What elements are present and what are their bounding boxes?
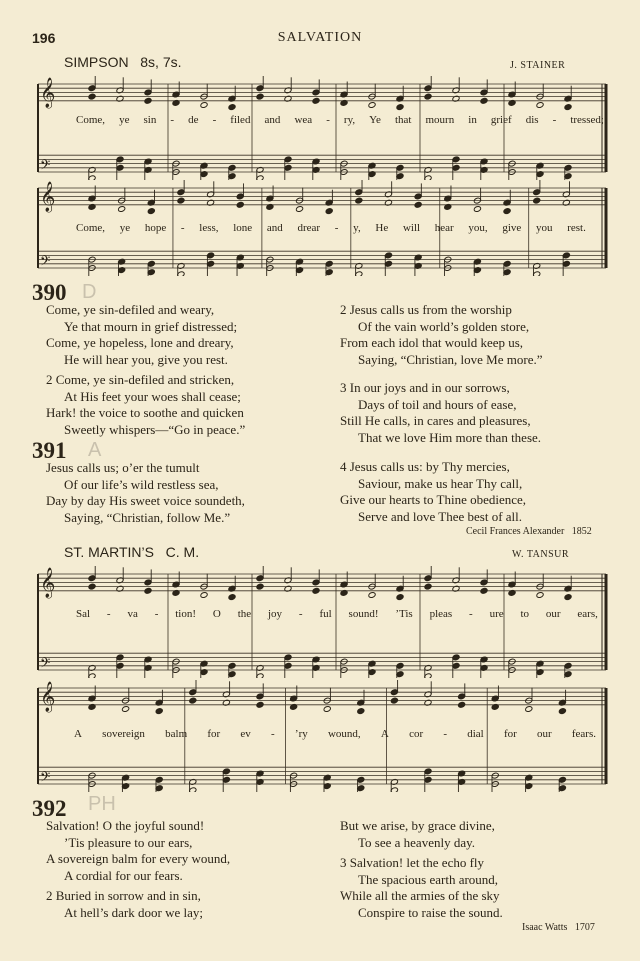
note-head (473, 206, 481, 213)
verse-line: ’Tis pleasure to our ears, (64, 834, 193, 850)
underlay-syllable: y, (353, 222, 361, 234)
underlay-syllable: Ye (369, 114, 381, 126)
note-head (256, 701, 264, 708)
verse-line: 2 Come, ye sin-defiled and stricken, (46, 372, 235, 387)
underlay-syllable: ye (119, 114, 130, 126)
underlay-syllable: fears. (571, 728, 596, 740)
underlay-syllable: A (74, 728, 82, 740)
underlay-syllable: for (503, 728, 517, 740)
hymn-392-verse-1 (46, 818, 230, 884)
underlay-syllable: wea (294, 114, 313, 126)
verse-line: Saying, “Christian, follow Me.” (64, 509, 231, 525)
underlay-syllable: de (188, 114, 199, 126)
music-system-1 (32, 76, 610, 180)
note-head (480, 97, 488, 104)
underlay-syllable: and (266, 222, 283, 234)
year: 1852 (571, 526, 592, 537)
hymn-390-verse-2 (46, 372, 245, 438)
verse-line: Come, ye sin-defiled and weary, (46, 302, 215, 317)
note-head (200, 102, 208, 109)
underlay-syllable: hope (144, 222, 167, 234)
underlay-syllable: - (298, 608, 303, 620)
underlay-syllable: ry, (343, 114, 356, 126)
verse-line: While all the armies of the sky (340, 888, 500, 904)
page-number: 196 (32, 30, 56, 46)
underlay-syllable: Come, (76, 114, 106, 126)
note-head (177, 197, 185, 204)
hymn-391-verse-2 (340, 302, 543, 368)
composer: J. STAINER (510, 60, 566, 71)
verse-line: Jesus calls us; o’er the tumult (46, 460, 200, 475)
verse-line: At hell’s dark door we lay; (64, 904, 203, 920)
composer: W. TANSUR (512, 549, 570, 560)
underlay-syllable: tressed; (570, 114, 604, 126)
underlay-syllable: - (443, 728, 447, 740)
note-head (390, 697, 398, 704)
underlay-syllable: the (237, 608, 252, 620)
verse-line: At His feet your woes shall cease; (64, 388, 241, 404)
hymn-number: 392 (32, 796, 67, 821)
verse-line: 2 Buried in sorrow and in sin, (46, 888, 201, 903)
verse-line: Of our life’s wild restless sea, (64, 476, 219, 492)
hymn-391-verse-4 (340, 459, 526, 525)
bass-clef: 𝄢 (40, 157, 51, 176)
pencil-mark: D (82, 281, 97, 303)
verse-line: Saying, “Christian, love Me more.” (358, 351, 543, 367)
underlay-syllable: wound, (327, 728, 361, 740)
note-head (312, 97, 320, 104)
underlay-syllable: - (106, 608, 111, 620)
verse-line: Hark! the voice to soothe and quicken (46, 405, 244, 421)
underlay-line (76, 222, 586, 234)
underlay-syllable: cor (409, 728, 424, 740)
underlay-syllable: dial (467, 728, 484, 740)
tune-title (64, 54, 182, 70)
underlay-syllable: will (402, 222, 421, 234)
note-head (147, 208, 155, 215)
note-head (424, 583, 432, 590)
underlay-syllable: hear (434, 222, 454, 234)
underlay-syllable: ure (489, 608, 504, 620)
note-head (564, 594, 572, 601)
note-head (424, 93, 432, 100)
author: Isaac Watts (522, 922, 568, 933)
underlay-line (74, 728, 596, 740)
verse-line: Of the vain world’s golden store, (358, 318, 530, 334)
verse-line: Give our hearts to Thine obedience, (340, 492, 527, 508)
underlay-syllable: Come, (76, 222, 106, 234)
underlay-syllable: ye (119, 222, 131, 234)
hymn-392-verse-2-cont (340, 818, 495, 851)
note-head (256, 583, 264, 590)
hymn-number: 390 (32, 280, 67, 305)
note-head (122, 706, 130, 713)
verse-line: 3 In our joys and in our sorrows, (340, 380, 510, 395)
note-head (536, 592, 544, 599)
section-title: SALVATION (277, 30, 363, 45)
underlay-words (76, 608, 598, 620)
bass-clef: 𝄢 (40, 253, 51, 272)
hymn-392-verse-3 (340, 855, 503, 921)
note-head (200, 592, 208, 599)
underlay-syllable: joy (268, 608, 283, 620)
note-head (228, 104, 236, 111)
note-head (323, 706, 331, 713)
underlay-syllable: that (394, 114, 412, 126)
note-head (312, 587, 320, 594)
hymn-391-attribution (466, 526, 592, 537)
treble-clef: 𝄞 (40, 181, 56, 212)
underlay-syllable: ’Tis (395, 608, 413, 620)
note-head (368, 592, 376, 599)
verse-line: The spacious earth around, (358, 871, 499, 887)
verse-line: A sovereign balm for every wound, (46, 851, 231, 867)
verse-line: But we arise, by grace divine, (340, 818, 495, 833)
underlay-syllable: ’ry (294, 728, 308, 740)
underlay-syllable: mourn (425, 114, 455, 126)
underlay-syllable: give (502, 222, 522, 234)
tune-name: ST. MARTIN’S (64, 544, 154, 560)
underlay-syllable: filed (230, 114, 251, 126)
verse-line: From each idol that would keep us, (340, 335, 524, 351)
pencil-mark: PH (88, 793, 116, 815)
note-head (368, 102, 376, 109)
underlay-syllable: sovereign (102, 728, 145, 740)
verse-line: A cordial for our fears. (64, 867, 183, 883)
note-head (503, 208, 511, 215)
underlay-syllable: to (520, 608, 530, 620)
bass-clef: 𝄢 (40, 655, 51, 674)
underlay-syllable: A (380, 728, 389, 740)
note-head (155, 708, 163, 715)
underlay-line (76, 608, 598, 620)
hymn-391-verse-3 (340, 380, 541, 446)
note-head (525, 706, 533, 713)
underlay-line (76, 114, 604, 126)
note-head (355, 197, 363, 204)
underlay-syllable: - (180, 222, 185, 234)
underlay-syllable: ears, (577, 608, 598, 620)
verse-line: 3 Salvation! let the echo fly (340, 855, 485, 870)
year: 1707 (574, 922, 595, 933)
hymn-392-verse-2 (46, 888, 203, 921)
note-head (480, 587, 488, 594)
bass-clef: 𝄢 (40, 769, 51, 788)
note-head (256, 93, 264, 100)
tune-title (64, 544, 199, 560)
note-head (88, 93, 96, 100)
underlay-syllable: - (552, 114, 557, 126)
underlay-syllable: our (545, 608, 561, 620)
underlay-syllable: - (212, 114, 217, 126)
underlay-syllable: He (375, 222, 389, 234)
verse-line: To see a heavenly day. (358, 834, 475, 850)
note-head (396, 104, 404, 111)
note-head (533, 197, 541, 204)
underlay-syllable: lone (233, 222, 253, 234)
verse-line: Still He calls, in cares and pleasures, (340, 413, 531, 429)
note-head (396, 594, 404, 601)
verse-line: Salvation! O the joyful sound! (46, 818, 205, 833)
underlay-syllable: Sal (76, 608, 91, 620)
underlay-syllable: for (207, 728, 221, 740)
verse-line: Day by day His sweet voice soundeth, (46, 493, 245, 509)
verse-line: That we love Him more than these. (358, 429, 542, 445)
note-head (88, 583, 96, 590)
underlay-syllable: tion! (175, 608, 197, 620)
tune-name: SIMPSON (64, 54, 129, 70)
note-head (564, 104, 572, 111)
note-head (236, 201, 244, 208)
underlay-syllable: ev (240, 728, 251, 740)
verse-line: Saviour, make us hear Thy call, (358, 475, 523, 491)
underlay-syllable: - (334, 222, 339, 234)
underlay-syllable: and (264, 114, 281, 126)
underlay-syllable: you, (468, 222, 488, 234)
underlay-syllable: grief (490, 114, 512, 126)
underlay-syllable: O (212, 608, 221, 620)
underlay-syllable: sound! (348, 608, 379, 620)
underlay-syllable: dis (525, 114, 539, 126)
tune-meter: 8s, 7s. (140, 54, 182, 70)
note-head (228, 594, 236, 601)
verse-line: Sweetly whispers—“Go in peace.” (64, 421, 246, 437)
note-head (558, 708, 566, 715)
verse-line: 2 Jesus calls us from the worship (340, 302, 512, 317)
underlay-syllable: our (536, 728, 552, 740)
treble-clef: 𝄞 (40, 77, 56, 108)
underlay-syllable: - (326, 114, 330, 126)
underlay-syllable: rest. (567, 222, 586, 234)
note-head (144, 587, 152, 594)
underlay-syllable: ful (319, 608, 332, 620)
verse-line: Come, ye hopeless, lone and dreary, (46, 335, 234, 351)
hymn-392-attribution (522, 922, 595, 933)
verse-line: He will hear you, give you rest. (64, 351, 228, 367)
hymn-391-verse-1 (46, 460, 245, 526)
underlay-syllable: - (469, 608, 473, 620)
underlay-syllable: - (271, 728, 275, 740)
verse-line: Days of toil and hours of ease, (358, 396, 517, 412)
underlay-words (76, 222, 586, 234)
note-head (414, 201, 422, 208)
note-head (325, 208, 333, 215)
verse-line: Ye that mourn in grief distressed; (64, 318, 238, 334)
note-head (189, 697, 197, 704)
note-head (118, 206, 126, 213)
pencil-mark: A (88, 439, 102, 461)
underlay-syllable: va (127, 608, 138, 620)
note-head (458, 701, 466, 708)
note-head (357, 708, 365, 715)
underlay-syllable: less, (199, 222, 219, 234)
note-head (296, 206, 304, 213)
underlay-syllable: - (170, 114, 175, 126)
author: Cecil Frances Alexander (466, 526, 565, 537)
underlay-syllable: - (154, 608, 159, 620)
underlay-words (76, 114, 604, 126)
treble-clef: 𝄞 (40, 567, 56, 598)
tune-meter: C. M. (165, 544, 200, 560)
underlay-syllable: drear (297, 222, 321, 234)
underlay-syllable: balm (165, 728, 188, 740)
note-head (536, 102, 544, 109)
underlay-syllable: pleas (429, 608, 453, 620)
underlay-syllable: in (468, 114, 477, 126)
hymn-390-verse-1 (46, 302, 237, 368)
hymn-number: 391 (32, 438, 67, 463)
underlay-syllable: you (536, 222, 553, 234)
underlay-words (74, 728, 596, 740)
music-system-3 (32, 566, 610, 678)
treble-clef: 𝄞 (40, 681, 56, 712)
treble-staff (38, 181, 606, 213)
verse-line: 4 Jesus calls us: by Thy mercies, (340, 459, 510, 474)
verse-line: Conspire to raise the sound. (358, 904, 503, 920)
verse-line: Serve and love Thee best of all. (358, 508, 523, 524)
note-head (144, 97, 152, 104)
underlay-syllable: sin (143, 114, 157, 126)
